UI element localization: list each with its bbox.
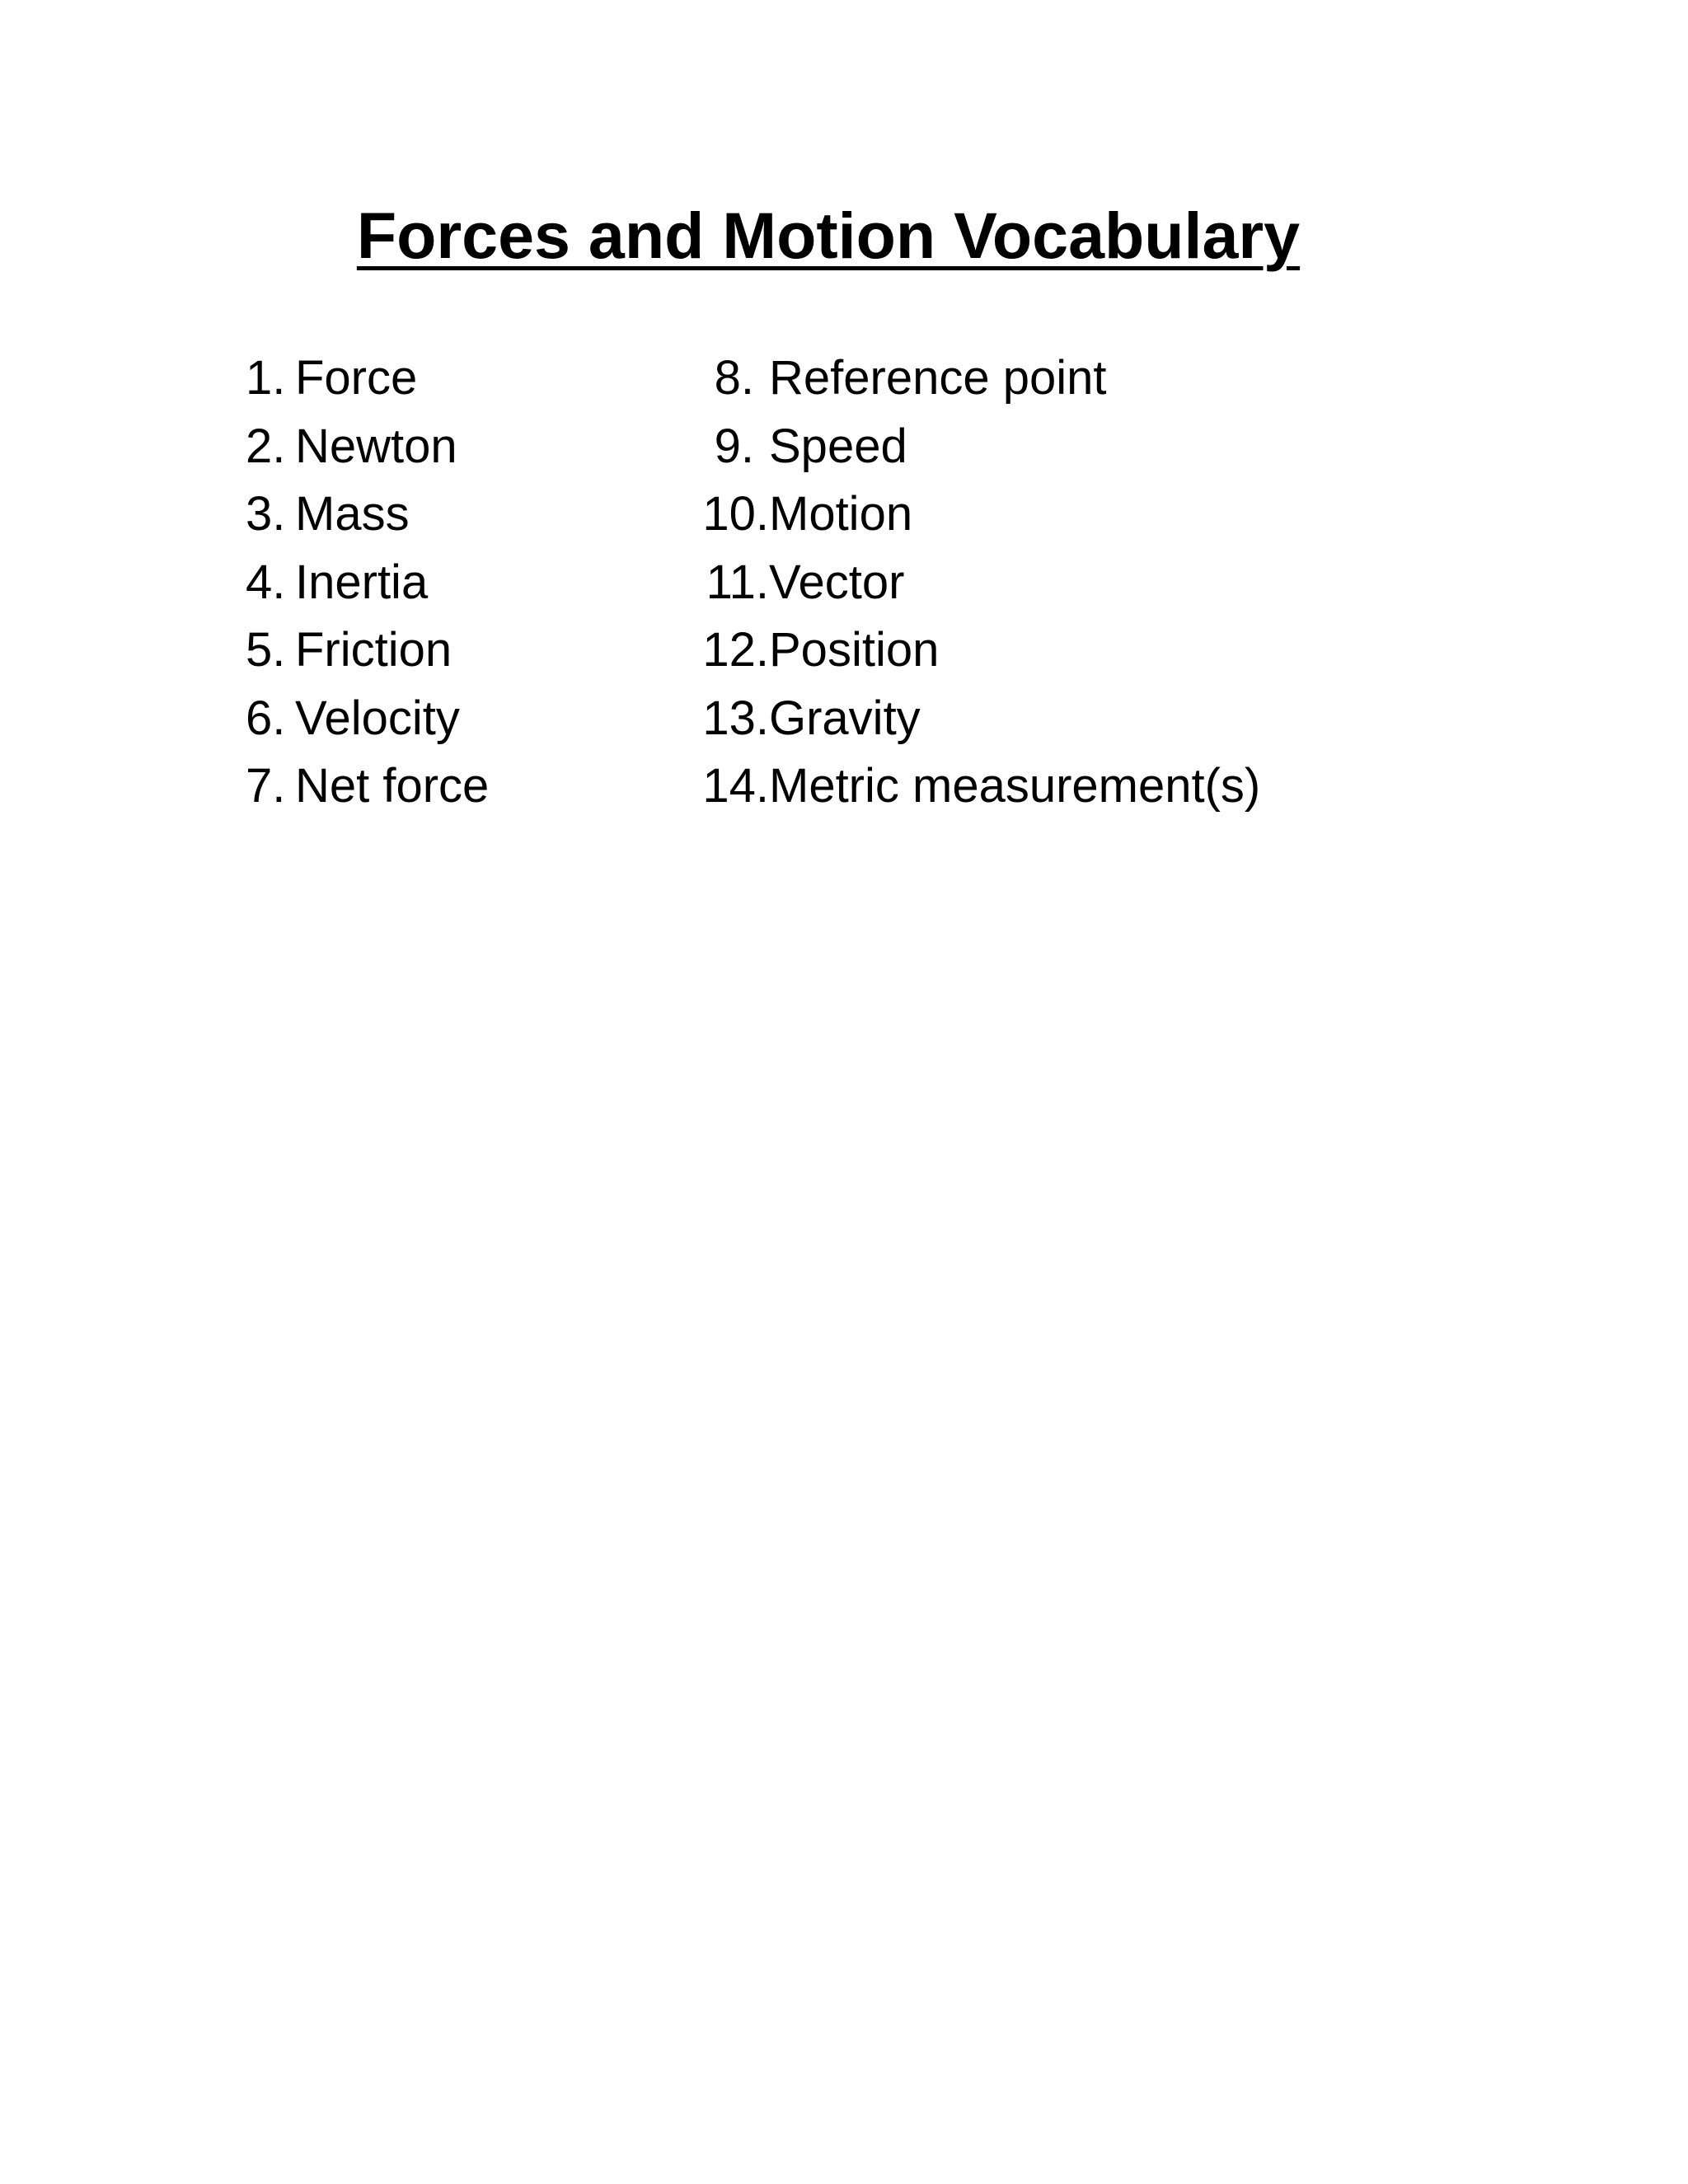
list-item — [696, 616, 1260, 685]
item-term: Vector — [769, 555, 905, 609]
list-item — [246, 480, 489, 549]
list-item — [696, 344, 1260, 413]
item-number: 10. — [702, 487, 769, 541]
page-title: Forces and Motion Vocabulary — [356, 199, 1301, 272]
list-item — [696, 549, 1260, 617]
item-number: 6. — [246, 691, 286, 745]
list-item — [246, 685, 489, 753]
list-item — [246, 344, 489, 413]
item-number: 1. — [246, 351, 286, 405]
vocab-list-left — [246, 344, 489, 821]
list-item — [246, 413, 489, 481]
item-term: Speed — [769, 419, 907, 473]
item-term: Reference point — [769, 351, 1107, 405]
list-item — [696, 413, 1260, 481]
list-item — [696, 752, 1260, 821]
list-item — [246, 616, 489, 685]
item-number: 9. — [714, 419, 754, 473]
item-term: Friction — [295, 623, 452, 677]
list-item — [696, 480, 1260, 549]
item-term: Force — [295, 351, 418, 405]
item-number: 5. — [246, 623, 286, 677]
item-term: Newton — [295, 419, 457, 473]
list-item — [246, 549, 489, 617]
item-number: 7. — [246, 759, 286, 813]
list-item — [246, 752, 489, 821]
item-number: 12. — [702, 623, 769, 677]
item-number: 11. — [706, 555, 769, 609]
list-item — [696, 685, 1260, 753]
item-number: 14. — [702, 759, 769, 813]
item-term: Motion — [769, 487, 913, 541]
item-term: Mass — [295, 487, 410, 541]
item-number: 3. — [246, 487, 286, 541]
item-number: 4. — [246, 555, 286, 609]
item-term: Inertia — [295, 555, 429, 609]
item-number: 13. — [702, 691, 769, 745]
item-term: Gravity — [769, 691, 921, 745]
item-number: 2. — [246, 419, 286, 473]
vocab-list-right — [696, 344, 1260, 821]
item-term: Position — [769, 623, 940, 677]
item-term: Metric measurement(s) — [769, 759, 1261, 813]
item-term: Velocity — [295, 691, 460, 745]
item-number: 8. — [714, 351, 754, 405]
item-term: Net force — [295, 759, 490, 813]
